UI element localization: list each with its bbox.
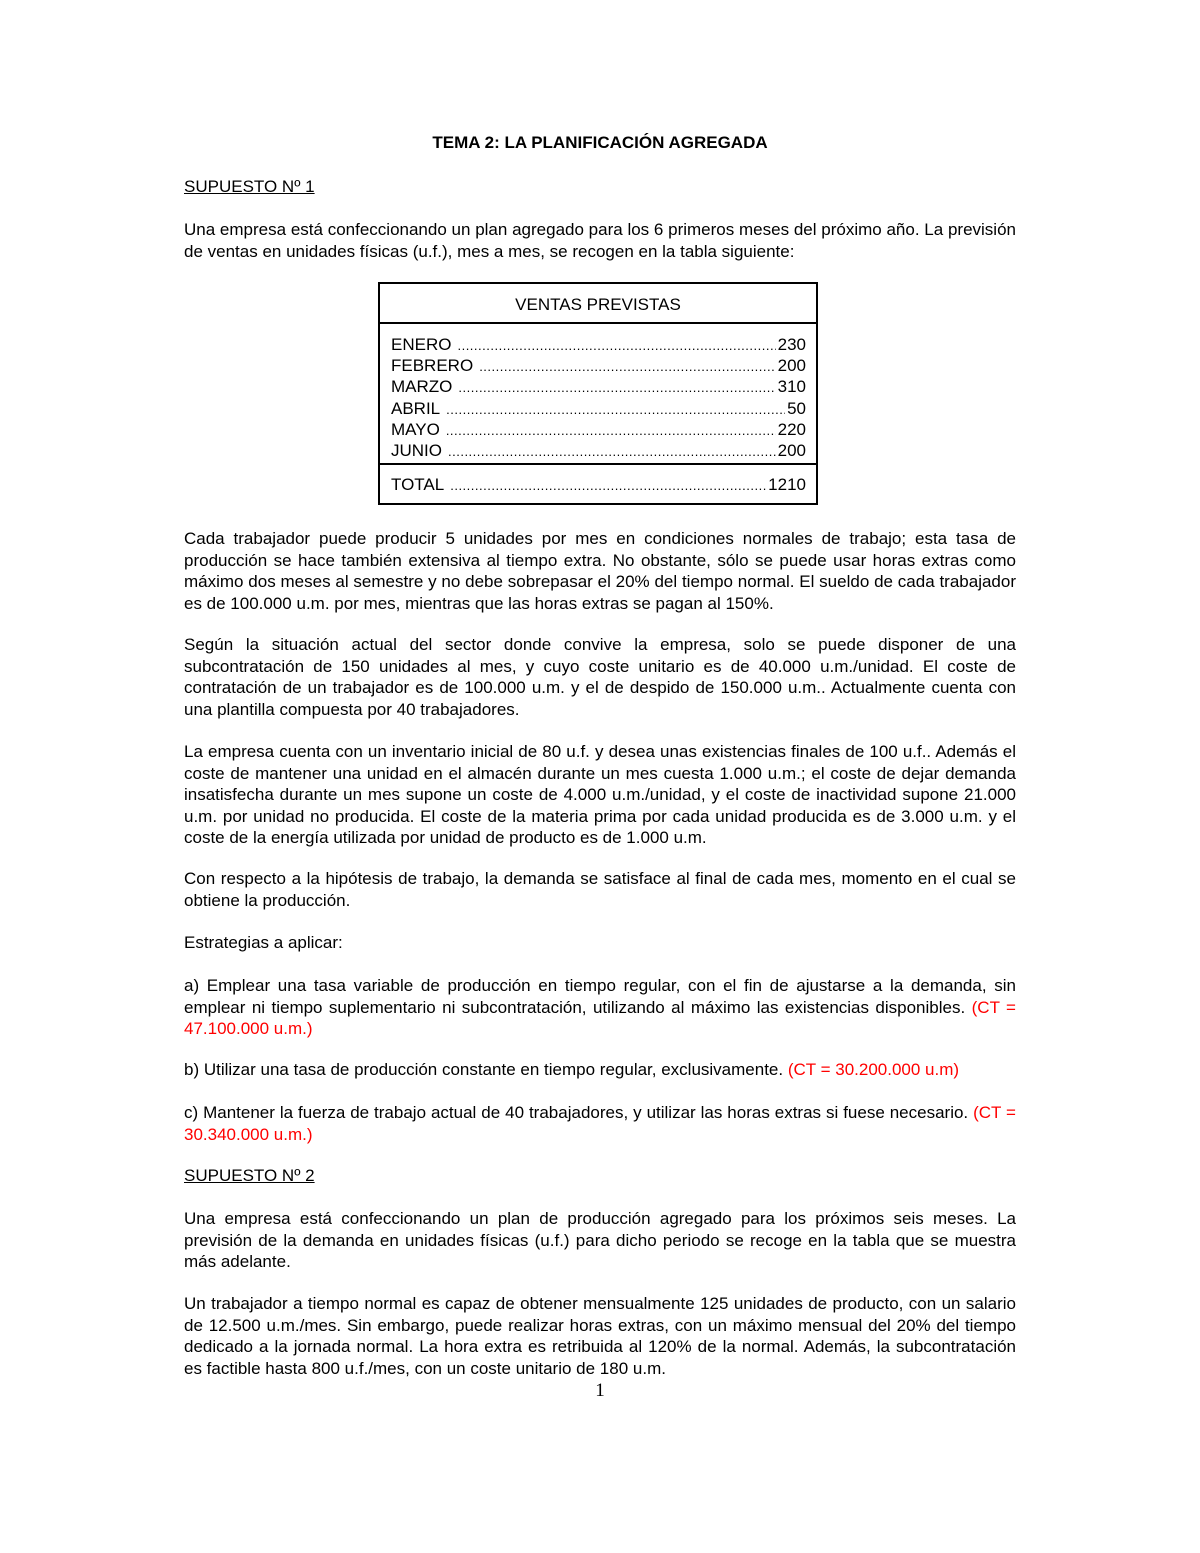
- strategy-b-text: b) Utilizar una tasa de producción constante en tiempo regular, exclusivamente.: [184, 1060, 784, 1079]
- month-value: 200: [777, 356, 806, 376]
- dot-leader: [458, 377, 775, 398]
- strategy-a-result: (CT = 47.100.000 u.m.): [184, 997, 1016, 1038]
- month-label: JUNIO: [391, 440, 442, 460]
- dot-leader: [448, 441, 776, 462]
- ventas-previstas-table: [378, 282, 818, 505]
- table-body: [380, 324, 816, 465]
- total-label: TOTAL: [391, 475, 445, 495]
- strategy-c-result: (CT = 30.340.000 u.m.): [184, 1103, 1016, 1144]
- supuesto-1-intro: Una empresa está confeccionando un plan agregado para los 6 primeros meses del próximo año. La previsión de ventas en unidades físicas (u.f.), mes a mes, se recogen en la tabla siguiente:: [184, 220, 1016, 261]
- table-row: [391, 398, 806, 419]
- month-label: MAYO: [391, 419, 440, 439]
- supuesto-2-paragraph-1: Una empresa está confeccionando un plan de producción agregado para los próximos seis meses. La previsión de la demanda en unidades físicas (u.f.) para dicho periodo se recoge en la tabla que se muestra más adelante.: [184, 1209, 1016, 1271]
- supuesto-1-paragraph-2: Según la situación actual del sector donde convive la empresa, solo se puede disponer de una subcontratación de 150 unidades al mes, y cuyo coste unitario es de 40.000 u.m./unidad. El coste de contratación de un trabajador es de 100.000 u.m. y el de despido de 150.000 u.m.. Actualmente cuenta con una plantilla compuesta por 40 trabajadores.: [184, 635, 1016, 719]
- dot-leader: [479, 356, 775, 377]
- table-total-row: [380, 465, 816, 495]
- month-label: ABRIL: [391, 398, 441, 418]
- supuesto-2-paragraph-2: Un trabajador a tiempo normal es capaz de obtener mensualmente 125 unidades de producto, con un salario de 12.500 u.m./mes. Sin embargo, puede realizar horas extras, con un máximo mensual del 20% del tiempo dedicado a la jornada normal. La hora extra es retribuida al 120% de la normal. Además, la subcontratación es factible hasta 800 u.f./mes, con un coste unitario de 180 u.m.: [184, 1294, 1016, 1378]
- strategy-b-result: (CT = 30.200.000 u.m): [787, 1060, 960, 1079]
- month-label: FEBRERO: [391, 356, 474, 376]
- table-row: [391, 355, 806, 376]
- page-number: 1: [595, 1380, 605, 1401]
- month-label: ENERO: [391, 335, 452, 354]
- strategy-c-text: c) Mantener la fuerza de trabajo actual de 40 trabajadores, y utilizar las horas extras si fuese necesario.: [184, 1103, 969, 1122]
- supuesto-1-paragraph-4: Con respecto a la hipótesis de trabajo, la demanda se satisface al final de cada mes, momento en el cual se obtiene la producción.: [184, 869, 1016, 910]
- strategy-b: [184, 1059, 1016, 1081]
- month-label: MARZO: [391, 377, 453, 397]
- strategies-heading: Estrategias a aplicar:: [184, 933, 343, 952]
- table-row: [391, 334, 806, 355]
- supuesto-1-paragraph-3: La empresa cuenta con un inventario inicial de 80 u.f. y desea unas existencias finales de 100 u.f.. Además el coste de mantener una unidad en el almacén durante un mes cuesta 1.000 u.m.; el coste de dejar demanda insatisfecha durante un mes supone un coste de 4.000 u.m./unidad, y el coste de inactividad supone 21.000 u.m. por unidad no producida. El coste de la materia prima por cada unidad producida es de 3.000 u.m. y el coste de la energía utilizada por unidad de producto es de 1.000 u.m.: [184, 742, 1016, 847]
- strategy-a: [184, 975, 1016, 1040]
- dot-leader: [446, 399, 785, 420]
- table-header: VENTAS PREVISTAS: [380, 284, 816, 324]
- table-row: [391, 440, 806, 461]
- table-row: [391, 376, 806, 397]
- dot-leader: [450, 475, 766, 496]
- table-row: [391, 419, 806, 440]
- total-value: 1210: [768, 475, 806, 495]
- dot-leader: [457, 335, 775, 356]
- month-value: 200: [777, 440, 806, 460]
- dot-leader: [446, 420, 776, 441]
- total-row: [391, 474, 806, 495]
- month-value: 230: [777, 335, 806, 354]
- strategy-a-text: a) Emplear una tasa variable de producción en tiempo regular, con el fin de ajustarse a la demanda, sin emplear ni tiempo suplementario ni subcontratación, utilizando al máximo las existencias disponibles.: [184, 976, 1016, 1017]
- supuesto-2-heading: SUPUESTO Nº 2: [184, 1166, 315, 1185]
- document-title: TEMA 2: LA PLANIFICACIÓN AGREGADA: [432, 133, 768, 152]
- month-value: 310: [777, 377, 806, 397]
- month-value: 50: [787, 398, 806, 418]
- supuesto-1-heading: SUPUESTO Nº 1: [184, 177, 315, 196]
- strategy-c: [184, 1102, 1016, 1145]
- month-value: 220: [777, 419, 806, 439]
- supuesto-1-paragraph-1: Cada trabajador puede producir 5 unidades por mes en condiciones normales de trabajo; esta tasa de producción se hace también extensiva al tiempo extra. No obstante, sólo se puede usar horas extras como máximo dos meses al semestre y no debe sobrepasar el 20% del tiempo normal. El sueldo de cada trabajador es de 100.000 u.m. por mes, mientras que las horas extras se pagan al 150%.: [184, 529, 1016, 613]
